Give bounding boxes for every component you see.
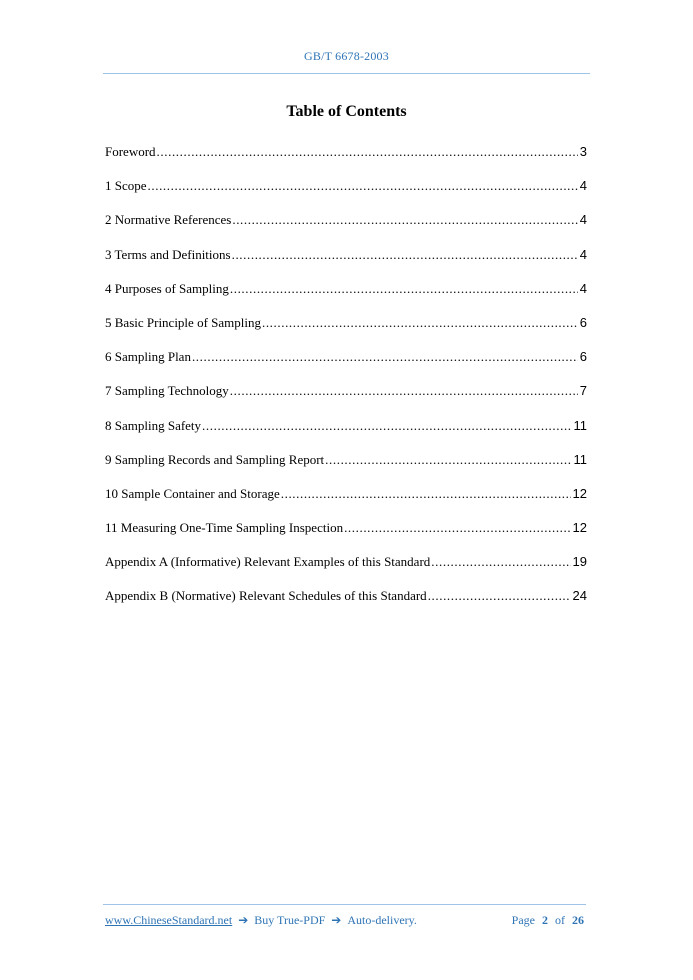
toc-dot-leader [344,520,570,536]
toc-entry-label: Foreword [105,144,156,159]
toc-entry-page: 4 [579,212,587,228]
toc-entry[interactable] [105,452,587,486]
toc-dot-leader [148,178,578,194]
footer-promo [105,913,417,928]
toc-entry-label: 7 Sampling Technology [105,383,229,399]
toc-entry-page: 4 [579,246,587,262]
arrow-icon: ➔ [331,913,342,927]
toc-dot-leader [232,247,578,263]
standard-code: GB/T 6678-2003 [304,49,389,63]
toc-entry[interactable] [105,349,587,383]
toc-entry-label: Appendix B (Normative) Relevant Schedules of this Standard [105,588,427,604]
of-word: of [555,913,565,927]
toc-entry-label: 10 Sample Container and Storage [105,485,280,501]
toc-entry-label: 3 Terms and Definitions [105,246,231,262]
running-header [103,49,590,64]
toc-entry[interactable] [105,486,587,520]
toc-entry-page: 3 [579,144,587,159]
toc-entry-page: 19 [572,554,587,570]
toc-entry[interactable] [105,554,587,588]
toc-entry-page: 11 [573,417,587,433]
website-link[interactable]: www.ChineseStandard.net [105,913,233,927]
toc-dot-leader [157,144,578,160]
toc-entry-page: 24 [572,588,587,604]
arrow-icon: ➔ [238,913,249,927]
toc-dot-leader [230,281,578,297]
page-indicator [512,913,584,928]
running-footer [105,913,584,928]
toc-entry-page: 4 [579,178,587,194]
toc-entry[interactable] [105,383,587,417]
toc-entry-label: 9 Sampling Records and Sampling Report [105,451,325,467]
toc-entry[interactable] [105,178,587,212]
toc-entry-label: 1 Scope [105,178,147,194]
footer-divider [103,904,586,905]
toc-entry[interactable] [105,520,587,554]
toc-dot-leader [202,418,571,434]
toc-entry-label: Appendix A (Informative) Relevant Examples of this Standard [105,554,431,570]
toc-entry-label: 6 Sampling Plan [105,349,191,365]
toc-entry-label: 8 Sampling Safety [105,417,202,433]
toc-dot-leader [281,486,571,502]
toc-entry[interactable] [105,212,587,246]
toc-entry-page: 4 [579,280,587,296]
toc-dot-leader [325,452,571,468]
buy-pdf-link[interactable]: Buy True-PDF [254,913,326,927]
toc-entry-page: 11 [573,451,587,467]
table-of-contents [105,144,587,623]
toc-entry-label: 11 Measuring One-Time Sampling Inspection [105,520,344,536]
toc-entry-page: 6 [579,349,587,365]
toc-dot-leader [232,212,577,228]
toc-dot-leader [431,554,570,570]
toc-entry[interactable] [105,281,587,315]
toc-entry[interactable] [105,588,587,622]
toc-entry-label: 2 Normative References [105,212,232,228]
toc-dot-leader [192,349,578,365]
total-pages-number: 26 [572,913,584,927]
toc-entry-page: 12 [572,520,587,536]
toc-entry[interactable] [105,418,587,452]
toc-entry[interactable] [105,247,587,281]
toc-entry-page: 7 [579,383,587,399]
toc-entry[interactable] [105,315,587,349]
toc-dot-leader [262,315,578,331]
toc-entry-label: 4 Purposes of Sampling [105,280,229,296]
toc-dot-leader [428,588,571,604]
toc-entry-label: 5 Basic Principle of Sampling [105,314,261,330]
toc-dot-leader [230,383,578,399]
page-word: Page [511,913,535,927]
page-title: Table of Contents [286,103,407,120]
toc-entry[interactable] [105,144,587,178]
current-page-number: 2 [542,913,548,927]
header-divider [103,73,590,74]
auto-delivery-text: Auto-delivery. [347,913,417,927]
toc-entry-page: 12 [572,485,587,501]
toc-entry-page: 6 [579,314,587,330]
